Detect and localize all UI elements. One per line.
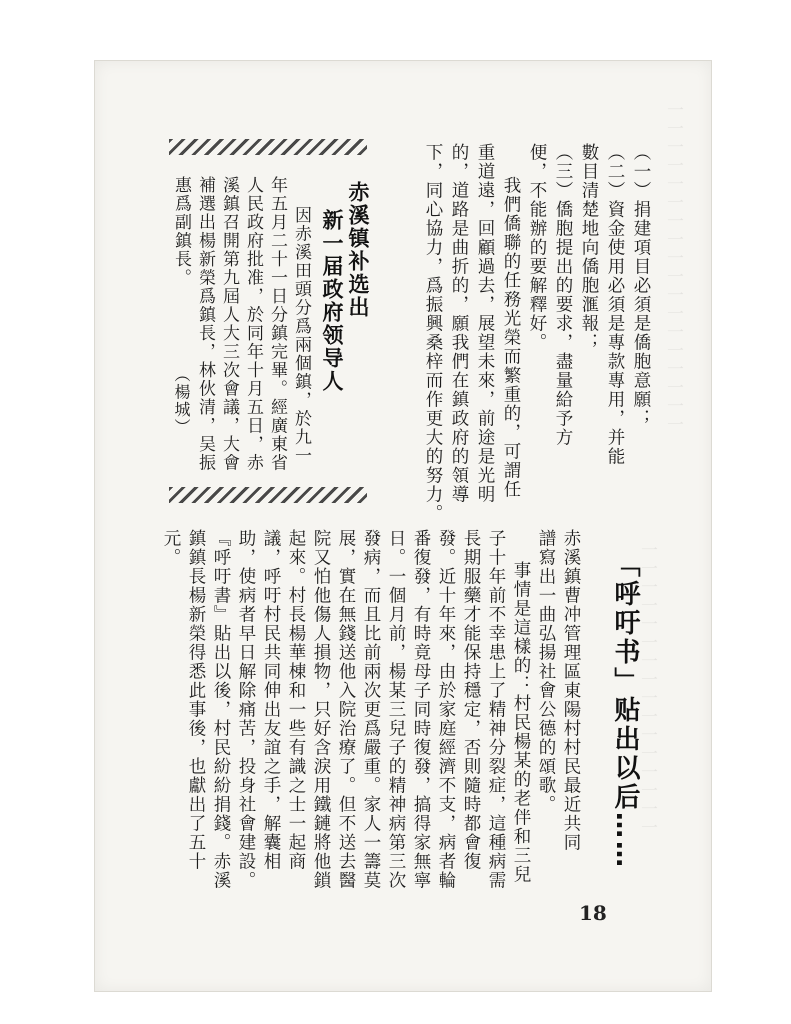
article-line: 子十年前不幸患上了精神分裂症，這種病需 [486, 529, 506, 890]
article-line: 議，呼吁村民共同伸出友誼之手，解囊相 [261, 529, 281, 871]
article-line: 日。一個月前，楊某三兒子的精神病第三次 [386, 529, 406, 890]
top-line: 數目清楚地向僑胞滙報； [579, 143, 599, 352]
top-line: 的，道路是曲折的，願我們在鎮政府的領導 [449, 143, 469, 504]
top-line: 重道遠，回顧過去，展望未來，前途是光明 [475, 143, 495, 504]
sidebar-title-line2: 新一届政府领导人 [320, 209, 344, 393]
article-line: 起來。村長楊華棟和一些有識之士一起商 [286, 529, 306, 871]
article-line: 鎮鎮長楊新榮得悉此事後，也獻出了五十 [186, 529, 206, 871]
page-number: 18 [579, 901, 607, 925]
zigzag-border-top [169, 139, 367, 155]
show-through-text: 一一一一一一一一一一一一一一一一 [637, 541, 657, 837]
article-line: 赤溪鎮曹冲管理區東陽村村民最近共同 [561, 529, 581, 852]
article-line: 助，使病者早日解除痛苦，投身社會建設。 [236, 529, 256, 890]
sidebar-line: 年五月二十一日分鎮完畢。經廣東省 [267, 176, 287, 472]
sidebar-line: 人民政府批准，於同年十月五日，赤 [243, 176, 263, 472]
article-line: 展，實在無錢送他入院治療了。但不送去醫 [336, 529, 356, 890]
top-line: 我們僑聯的任務光榮而繁重的，可謂任 [501, 176, 521, 499]
sidebar-line: 惠爲副鎮長。 [171, 176, 191, 287]
top-line: （二）資金使用必須是專款專用，并能 [605, 143, 625, 466]
top-line: （一）捐建項目必須是僑胞意願； [631, 143, 651, 428]
byline: （楊城） [172, 366, 191, 436]
article-line: 發。近十年來，由於家庭經濟不支，病者輪 [436, 529, 456, 890]
article-title: 「呼吁书」贴出以后…… [610, 551, 640, 870]
article-line: 院又怕他傷人損物，只好含淚用鐵鏈將他鎖 [311, 529, 331, 890]
top-line: 下，同心協力，爲振興桑梓而作更大的努力。 [423, 143, 443, 523]
sidebar-title-line1: 赤溪镇补选出 [346, 181, 370, 319]
top-line: （三）僑胞提出的要求，盡量給予方 [553, 143, 573, 447]
sidebar-line: 溪鎮召開第九屆人大三次會議，大會 [219, 176, 239, 472]
article-line: 元。 [161, 529, 181, 567]
article-line: 事情是這樣的：村民楊某的老伴和三兒 [511, 561, 531, 884]
top-line: 便，不能辦的要解釋好。 [527, 143, 547, 352]
article-line: 『呼吁書』貼出以後，村民紛紛捐錢。赤溪 [211, 529, 231, 890]
sidebar-line: 因赤溪田頭分爲兩個鎮，於九一 [291, 206, 311, 465]
article-line: 番復發，有時竟母子同時復發，搞得家無寧 [411, 529, 431, 890]
show-through-text: 一一一一一一一一一一一一一一一一一一 [663, 101, 683, 434]
article-line: 長期服藥才能保持穩定，否則隨時都會復 [461, 529, 481, 871]
zigzag-border-bottom [169, 487, 367, 503]
sidebar-line: 補選出楊新榮爲鎮長，林伙清，吴振 [195, 176, 215, 472]
article-line: 發病，而且比前兩次更爲嚴重。家人一籌莫 [361, 529, 381, 890]
article-line: 譜寫出一曲弘揚社會公德的頌歌。 [536, 529, 556, 814]
book-page [94, 60, 712, 992]
